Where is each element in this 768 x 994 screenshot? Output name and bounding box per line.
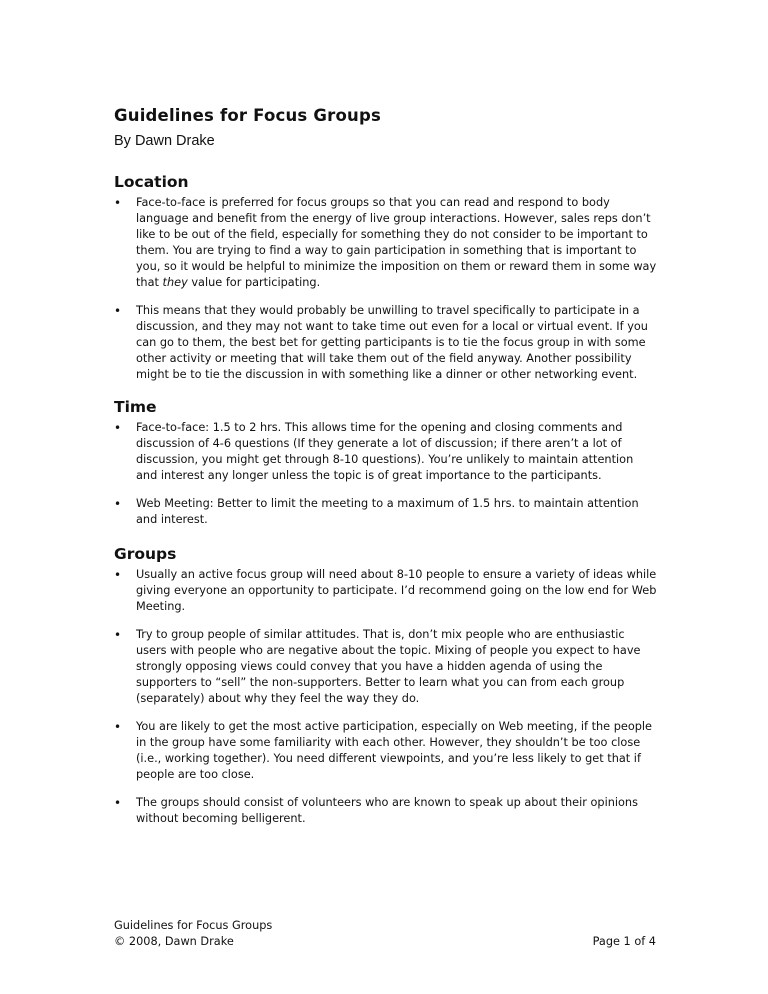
bullet-text: Web Meeting: Better to limit the meeting to a maximum of 1.5 hrs. to maintain attention and interest. (136, 497, 639, 526)
time-bullet-list (114, 420, 658, 528)
list-item (114, 567, 658, 615)
list-item (114, 496, 658, 528)
bullet-marker: • (114, 720, 122, 734)
document-body (114, 106, 658, 827)
list-item (114, 627, 658, 707)
bullet-marker: • (114, 304, 122, 318)
list-item (114, 420, 658, 484)
bullet-marker: • (114, 421, 122, 435)
list-item (114, 719, 658, 783)
bullet-text: Usually an active focus group will need about 8-10 people to ensure a variety of ideas while giving everyone an opportunity to participate. I’d recommend going on the low end for Web Meeting. (136, 568, 657, 613)
page-footer (114, 918, 656, 950)
bullet-marker: • (114, 196, 122, 210)
bullet-text: The groups should consist of volunteers who are known to speak up about their opinions without becoming belligerent. (136, 796, 638, 825)
footer-copyright: © 2008, Dawn Drake (114, 935, 234, 948)
groups-bullet-list (114, 567, 658, 827)
section-heading-time: Time (114, 398, 157, 416)
bullet-text: Try to group people of similar attitudes. That is, don’t mix people who are enthusiastic users with people who are negative about the topic. Mixing of people you expect to have strongly opposing views could convey that you have a hidden agenda of using the supporters to “sell” the non-supporters. Better to learn what you can from each group (separately) about why they feel the way they do. (136, 628, 641, 705)
document-title: Guidelines for Focus Groups (114, 106, 381, 125)
location-bullet-list (114, 195, 658, 383)
bullet-text: You are likely to get the most active participation, especially on Web meeting, if the people in the group have some familiarity with each other. However, they shouldn’t be too close (i.e., working together). You need different viewpoints, and you’re less likely to get that if people are too close. (136, 720, 653, 781)
bullet-marker: • (114, 497, 122, 511)
bullet-text: Face-to-face: 1.5 to 2 hrs. This allows time for the opening and closing comments and discussion of 4-6 questions (If they generate a lot of discussion; if there aren’t a lot of discussion, you might get through 8-10 questions). You’re unlikely to maintain attention and interest any longer unless the topic is of great importance to the participants. (136, 421, 634, 482)
section-heading-groups: Groups (114, 545, 177, 563)
emphasis-text: they (162, 276, 188, 289)
list-item (114, 303, 658, 383)
bullet-text: Face-to-face is preferred for focus groups so that you can read and respond to body language and benefit from the energy of live group interactions. However, sales reps don’t like to be out of the field, especially for something they do not consider to be important to them. You are trying to find a way to gain participation in something that is important to you, so it would be helpful to minimize the imposition on them or reward them in some way that they value for participating. (136, 196, 657, 289)
footer-row (114, 934, 656, 950)
author-byline: By Dawn Drake (114, 133, 215, 149)
bullet-marker: • (114, 568, 122, 582)
list-item (114, 195, 658, 291)
footer-doc-title: Guidelines for Focus Groups (114, 919, 273, 932)
bullet-marker: • (114, 628, 122, 642)
page-number: Page 1 of 4 (592, 935, 656, 948)
section-heading-location: Location (114, 173, 189, 191)
list-item (114, 795, 658, 827)
bullet-text: This means that they would probably be unwilling to travel specifically to participate in a discussion, and they may not want to take time out even for a local or virtual event. If you can go to them, the best bet for getting participants is to tie the focus group in with some other activity or meeting that will take them out of the field anyway. Another possibility might be to tie the discussion in with something like a dinner or other networking event. (136, 304, 648, 381)
bullet-marker: • (114, 796, 122, 810)
